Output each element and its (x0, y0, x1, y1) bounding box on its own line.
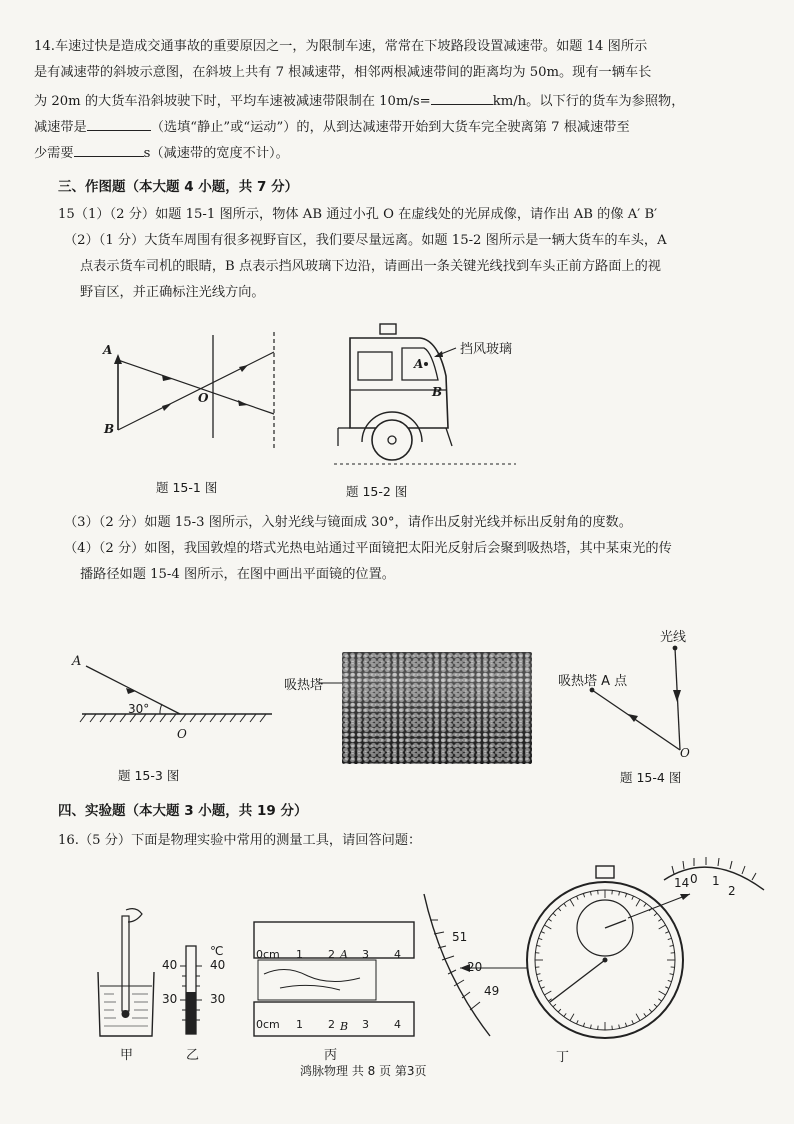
fig15-3-caption: 题 15-3 图 (118, 768, 180, 783)
dial-tick (583, 1023, 584, 1027)
fig15-4-caption: 题 15-4 图 (620, 770, 682, 785)
dial-tick (644, 903, 646, 906)
q15-part4-line1: （4）（2 分）如图，我国敦煌的塔式光热电站通过平面镜把太阳光反射后会聚到吸热塔，其中某束光的传 (64, 541, 672, 556)
side-window (358, 352, 392, 380)
dial-1: 1 (712, 874, 720, 888)
figure-15-3 (76, 654, 276, 734)
mercury-column (186, 992, 196, 1034)
dial-tick (625, 1023, 626, 1027)
fig15-2-label-b: B (432, 385, 443, 399)
label-jia: 甲 (120, 1048, 134, 1063)
q15-part4-line2: 播路径如题 15-4 图所示，在图中画出平面镜的位置。 (80, 567, 395, 582)
q14-blank-speed[interactable] (431, 90, 493, 105)
dial-tick (577, 1020, 579, 1024)
ray-from-b (118, 352, 274, 430)
dial-tick (654, 1004, 657, 1007)
q16-text: 16.（5 分）下面是物理实验中常用的测量工具，请回答问题： (58, 833, 422, 848)
q14-line5 (34, 142, 289, 163)
q14-blank-motion[interactable] (87, 116, 151, 131)
thermo-30-left: 30 (162, 992, 178, 1006)
fig15-1-caption: 题 15-1 图 (156, 480, 218, 495)
dial-tick (670, 945, 674, 946)
dial-2: 2 (728, 884, 736, 898)
dial-tick (553, 913, 556, 916)
fig15-4-light-label: 光线 (660, 630, 687, 645)
ray-from-a (118, 360, 274, 414)
dial-tick (644, 1013, 646, 1016)
dial-14: 14 (674, 876, 690, 890)
thermometer-tube (122, 916, 129, 1011)
fig15-3-label-o: O (177, 727, 187, 741)
ruler-bottom-1: 1 (296, 1018, 303, 1031)
dial-tick (537, 974, 541, 975)
fig15-1-label-o: O (198, 391, 209, 405)
section3-title: 三、作图题（本大题 4 小题，共 7 分） (58, 179, 299, 195)
dial-tick (583, 893, 584, 897)
dial-tick (636, 899, 640, 906)
dial-tick (541, 932, 545, 934)
ruler-label-b: B (340, 1020, 349, 1033)
ruler-bottom-0cm: 0cm (256, 1018, 280, 1031)
second-hand (550, 960, 605, 1002)
beaker-thermometer (92, 908, 162, 1038)
dial-tick (632, 896, 634, 900)
dial-0: 0 (690, 872, 698, 886)
q15-part3: （3）（2 分）如题 15-3 图所示，入射光线与镜面成 30°，请作出反射光线并标出反射角的度数。 (64, 515, 632, 530)
scale-49: 49 (484, 984, 500, 998)
fig15-3-angle: 30° (128, 702, 150, 716)
dial-tick (670, 974, 674, 975)
dial-tick (553, 1004, 556, 1007)
thermo-unit: ℃ (210, 944, 224, 958)
q15-part1: 15（1）（2 分）如题 15-1 图所示，物体 AB 通过小孔 O 在虚线处的光屏成像，请作出 AB 的像 A′ B′ (58, 207, 658, 222)
fig15-2-caption: 题 15-2 图 (346, 484, 408, 499)
ruler-top-1: 1 (296, 948, 303, 961)
q14-line3-text-b: km/h。以下行的货车为参照物， (492, 94, 685, 109)
q14-line2: 是有减速带的斜坡示意图，在斜坡上共有 7 根减速带，相邻两根减速带间的距离均为 50m。现有一辆车长 (34, 65, 652, 80)
fig15-2-windshield-label: 挡风玻璃 (460, 342, 513, 357)
dial-tick (570, 899, 574, 906)
q14-blank-time[interactable] (74, 142, 144, 157)
dial-tick (537, 945, 541, 946)
dial-tick (541, 987, 545, 989)
dial-tick (564, 903, 566, 906)
q15-part2-line1: （2）（1 分）大货车周围有很多视野盲区，我们要尽量远离。如题 15-2 图所示是一辆大货车的车头，A (64, 233, 667, 248)
dial-tick (625, 893, 626, 897)
scale-20: 20 (467, 960, 483, 974)
q15-part2-line3: 野盲区，并正确标注光线方向。 (80, 285, 265, 300)
dial-tick (590, 1025, 591, 1029)
q14-line4 (34, 116, 630, 137)
dial-tick (558, 908, 561, 911)
beaker (98, 972, 154, 1036)
q14-line4-text-a: 减速带是 (34, 120, 87, 135)
dial-tick (548, 919, 551, 921)
page-footer: 鸿脉物理 共 8 页 第3页 (300, 1064, 427, 1078)
dial-tick (544, 925, 551, 929)
ruler-top-2: 2 (328, 948, 335, 961)
fig15-1-label-a: A (103, 343, 113, 357)
section4-title: 四、实验题（本大题 3 小题，共 19 分） (58, 803, 308, 819)
ruler-bottom-3: 3 (362, 1018, 369, 1031)
ruler-top-4: 4 (394, 948, 401, 961)
q15-part2-line2: 点表示货车司机的眼睛，B 点表示挡风玻璃下边沿，请画出一条关键光线找到车头正前方路面上的视 (80, 259, 661, 274)
thermo-30-right: 30 (210, 992, 226, 1006)
ruler-bottom-2: 2 (328, 1018, 335, 1031)
dial-tick (538, 980, 542, 981)
dial-tick (668, 980, 672, 981)
fig15-3-label-a: A (72, 654, 82, 669)
dial-tick (590, 892, 591, 896)
point-a-eye (424, 362, 428, 366)
stopwatch-crown (596, 866, 614, 878)
reflected-ray (592, 690, 680, 750)
truck-roof-light (380, 324, 396, 334)
dial-tick (636, 1014, 640, 1021)
ruler-top-0cm: 0cm (256, 948, 280, 961)
thermo-40-right: 40 (210, 958, 226, 972)
fig15-4-tower-label: 吸热塔 A 点 (558, 674, 628, 689)
dial-tick (570, 1014, 574, 1021)
ruler-top-3: 3 (362, 948, 369, 961)
ruler-label-a: A (340, 948, 348, 961)
hand-icon (126, 909, 142, 922)
dial-tick (619, 1025, 620, 1029)
dial-tick (649, 1009, 652, 1012)
label-bing: 丙 (324, 1048, 338, 1063)
q14-line5-text-b: s（减速带的宽度不计）。 (143, 146, 289, 161)
ruler-bottom-4: 4 (394, 1018, 401, 1031)
q14-line3-text-a: 为 20m 的大货车沿斜坡驶下时，平均车速被减速带限制在 10m/s= (34, 94, 431, 109)
mirror-hatching (80, 714, 266, 722)
q14-line3 (34, 90, 684, 111)
dial-tick (668, 938, 672, 939)
dial-tick (632, 1020, 634, 1024)
dial-tick (665, 932, 669, 934)
q14-line5-text-a: 少需要 (34, 146, 74, 161)
truck-wheel (372, 420, 412, 460)
fig15-4-label-o: O (680, 746, 690, 760)
dial-tick (564, 1013, 566, 1016)
dial-tick (538, 938, 542, 939)
dial-tick (619, 892, 620, 896)
label-yi: 乙 (186, 1048, 200, 1063)
arc-scale (416, 890, 506, 1040)
dial-tick (654, 913, 657, 916)
label-ding: 丁 (556, 1050, 570, 1065)
dial-tick (658, 999, 661, 1001)
fig15-2-label-a: A (414, 357, 424, 371)
object-under-measure (258, 960, 376, 1000)
dial-tick (659, 991, 666, 995)
dial-tick (665, 987, 669, 989)
q14-line4-text-b: （选填“静止”或“运动”）的，从到达减速带开始到大货车完全驶离第 7 根减速带至 (150, 120, 630, 135)
solar-heliostat-photo (342, 652, 532, 764)
scale-51: 51 (452, 930, 468, 944)
magnified-dial (660, 856, 770, 926)
dial-tick (577, 896, 579, 900)
figure-15-1 (100, 330, 300, 450)
thermo-40-left: 40 (162, 958, 178, 972)
dial-tick (558, 1009, 561, 1012)
dial-tick (544, 991, 551, 995)
q14-line1: 14.车速过快是造成交通事故的重要原因之一，为限制车速，常常在下坡路段设置减速带。如题 14 图所示 (34, 39, 648, 54)
photo-tower-label: 吸热塔 (284, 678, 324, 693)
fig15-1-label-b: B (104, 422, 115, 436)
